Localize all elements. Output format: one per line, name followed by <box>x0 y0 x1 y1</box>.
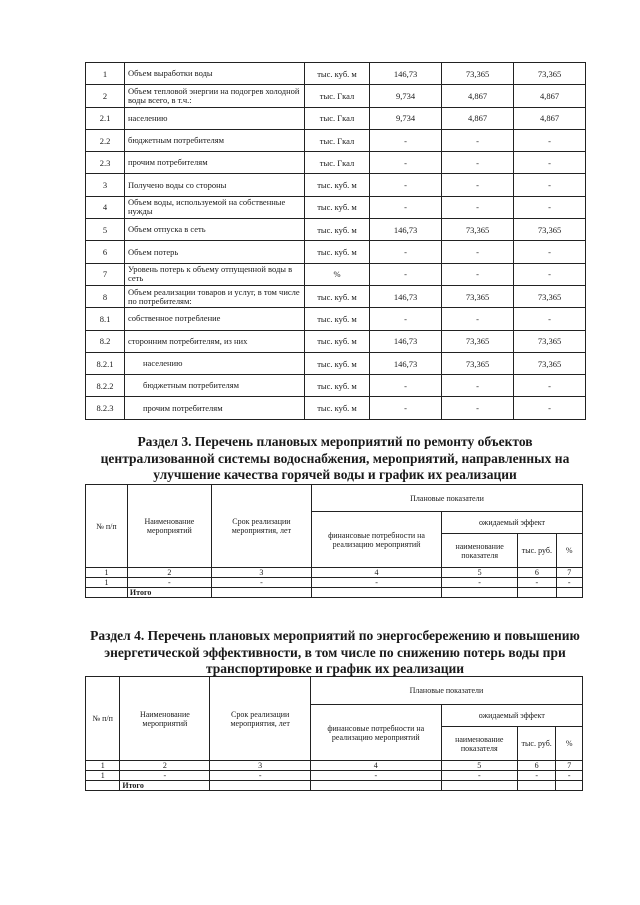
table-row <box>86 352 586 374</box>
numbering-row: 1 2 3 4 5 6 7 <box>86 761 583 771</box>
row-unit: тыс. Гкал <box>305 129 370 151</box>
row-unit: тыс. куб. м <box>305 196 370 218</box>
table-row <box>86 397 586 419</box>
row-value-3: - <box>514 263 586 285</box>
row-value-2: - <box>442 152 514 174</box>
row-value-1: - <box>370 397 442 419</box>
row-name: Получено воды со стороны <box>125 174 305 196</box>
row-value-1: 9,734 <box>370 85 442 107</box>
row-name: собственное потребление <box>125 308 305 330</box>
row-value-3: - <box>514 308 586 330</box>
row-number: 2.1 <box>86 107 125 129</box>
row-value-2: - <box>442 129 514 151</box>
row-value-1: 146,73 <box>370 63 442 85</box>
col-effect-header: ожидаемый эффект <box>441 705 582 727</box>
total-row <box>86 588 583 598</box>
row-value-2: - <box>442 308 514 330</box>
row-value-1: - <box>370 129 442 151</box>
section4-table <box>85 676 583 791</box>
row-value-1: 9,734 <box>370 107 442 129</box>
row-value-2: - <box>442 263 514 285</box>
row-value-3: - <box>514 375 586 397</box>
col-plan-header: Плановые показатели <box>310 677 582 705</box>
col-pct-header: % <box>556 534 583 568</box>
table-row <box>86 241 586 263</box>
row-value-1: - <box>370 308 442 330</box>
row-number: 2 <box>86 85 125 107</box>
table-row <box>86 285 586 307</box>
row-value-1: - <box>370 152 442 174</box>
row-number: 2.3 <box>86 152 125 174</box>
row-unit: тыс. Гкал <box>305 107 370 129</box>
col-term-header: Срок реализации мероприятия, лет <box>211 485 311 568</box>
table-row <box>86 308 586 330</box>
row-value-1: - <box>370 375 442 397</box>
row-value-3: - <box>514 241 586 263</box>
row-number: 3 <box>86 174 125 196</box>
row-value-2: 4,867 <box>442 85 514 107</box>
production-table <box>85 62 586 420</box>
row-value-3: - <box>514 196 586 218</box>
row-name: Объем отпуска в сеть <box>125 219 305 241</box>
col-ind-header: наименование показателя <box>442 534 518 568</box>
table-row <box>86 196 586 218</box>
row-name: населению <box>125 107 305 129</box>
row-value-3: 4,867 <box>514 85 586 107</box>
row-value-1: - <box>370 241 442 263</box>
row-unit: тыс. куб. м <box>305 330 370 352</box>
table-row: 1 - - - - - - <box>86 771 583 781</box>
col-num-header: № п/п <box>86 677 120 761</box>
row-name: прочим потребителям <box>125 152 305 174</box>
row-value-3: 73,365 <box>514 352 586 374</box>
row-name: Объем выработки воды <box>125 63 305 85</box>
col-name-header: Наименование мероприятий <box>127 485 211 568</box>
total-label: Итого <box>120 781 210 791</box>
row-value-2: 73,365 <box>442 285 514 307</box>
row-value-3: 73,365 <box>514 63 586 85</box>
col-ind-header: наименование показателя <box>441 727 517 761</box>
col-effect-header: ожидаемый эффект <box>442 512 583 534</box>
numbering-row: 1 2 3 4 5 6 7 <box>86 568 583 578</box>
table-row <box>86 152 586 174</box>
row-value-3: 73,365 <box>514 219 586 241</box>
row-value-2: - <box>442 397 514 419</box>
row-value-2: - <box>442 241 514 263</box>
row-name: сторонним потребителям, из них <box>125 330 305 352</box>
row-number: 7 <box>86 263 125 285</box>
row-unit: тыс. куб. м <box>305 352 370 374</box>
row-unit: % <box>305 263 370 285</box>
row-value-1: 146,73 <box>370 352 442 374</box>
row-number: 1 <box>86 63 125 85</box>
row-number: 8 <box>86 285 125 307</box>
table-row <box>86 263 586 285</box>
section3-title: Раздел 3. Перечень плановых мероприятий по ремонту объектов централизованной системы водоснабжения, мероприятий, направленных на улучшение качества горячей воды и график их реализации <box>100 434 570 482</box>
row-value-2: 73,365 <box>442 330 514 352</box>
row-name: Объем тепловой энергии на подогрев холодной воды всего, в т.ч.: <box>125 85 305 107</box>
row-unit: тыс. Гкал <box>305 152 370 174</box>
row-unit: тыс. куб. м <box>305 397 370 419</box>
row-value-3: - <box>514 174 586 196</box>
row-name: бюджетным потребителям <box>125 375 305 397</box>
row-value-2: 73,365 <box>442 63 514 85</box>
table-row: 1 - - - - - - <box>86 578 583 588</box>
row-value-3: - <box>514 129 586 151</box>
col-term-header: Срок реализации мероприятия, лет <box>210 677 311 761</box>
row-name: Уровень потерь к объему отпущенной воды в сеть <box>125 263 305 285</box>
row-number: 2.2 <box>86 129 125 151</box>
col-fin-header: финансовые потребности на реализацию мероприятий <box>312 512 442 568</box>
section4-title: Раздел 4. Перечень плановых мероприятий по энергосбережению и повышению энергетической эффективности, в том числе по снижению потерь воды при транспортировке и график их реализации <box>90 628 580 676</box>
row-name: Объем воды, используемой на собственные нужды <box>125 196 305 218</box>
table-row <box>86 174 586 196</box>
table-row <box>86 219 586 241</box>
table-row <box>86 85 586 107</box>
col-num-header: № п/п <box>86 485 128 568</box>
table-row <box>86 129 586 151</box>
col-name-header: Наименование мероприятий <box>120 677 210 761</box>
row-value-1: - <box>370 196 442 218</box>
table-row <box>86 330 586 352</box>
row-unit: тыс. Гкал <box>305 85 370 107</box>
row-value-1: - <box>370 263 442 285</box>
row-number: 8.1 <box>86 308 125 330</box>
row-name: населению <box>125 352 305 374</box>
row-value-2: 73,365 <box>442 219 514 241</box>
row-value-3: 73,365 <box>514 330 586 352</box>
row-name: Объем реализации товаров и услуг, в том числе по потребителям: <box>125 285 305 307</box>
row-value-3: 4,867 <box>514 107 586 129</box>
row-value-2: - <box>442 174 514 196</box>
row-value-1: - <box>370 174 442 196</box>
col-rub-header: тыс. руб. <box>518 534 556 568</box>
row-unit: тыс. куб. м <box>305 174 370 196</box>
row-number: 4 <box>86 196 125 218</box>
row-unit: тыс. куб. м <box>305 285 370 307</box>
row-value-2: - <box>442 375 514 397</box>
section3-table <box>85 484 583 598</box>
row-number: 8.2.2 <box>86 375 125 397</box>
row-unit: тыс. куб. м <box>305 308 370 330</box>
row-unit: тыс. куб. м <box>305 375 370 397</box>
total-row <box>86 781 583 791</box>
col-rub-header: тыс. руб. <box>517 727 555 761</box>
row-value-3: - <box>514 397 586 419</box>
col-pct-header: % <box>556 727 583 761</box>
row-unit: тыс. куб. м <box>305 241 370 263</box>
total-label: Итого <box>127 588 211 598</box>
row-number: 8.2.1 <box>86 352 125 374</box>
row-value-2: - <box>442 196 514 218</box>
row-number: 8.2.3 <box>86 397 125 419</box>
row-value-2: 73,365 <box>442 352 514 374</box>
row-number: 6 <box>86 241 125 263</box>
row-name: бюджетным потребителям <box>125 129 305 151</box>
row-number: 8.2 <box>86 330 125 352</box>
row-name: Объем потерь <box>125 241 305 263</box>
col-fin-header: финансовые потребности на реализацию мероприятий <box>310 705 441 761</box>
row-value-1: 146,73 <box>370 285 442 307</box>
row-value-1: 146,73 <box>370 219 442 241</box>
col-plan-header: Плановые показатели <box>312 485 583 512</box>
row-value-2: 4,867 <box>442 107 514 129</box>
table-row <box>86 107 586 129</box>
row-value-3: - <box>514 152 586 174</box>
row-unit: тыс. куб. м <box>305 63 370 85</box>
table-row <box>86 375 586 397</box>
row-name: прочим потребителям <box>125 397 305 419</box>
row-value-1: 146,73 <box>370 330 442 352</box>
row-number: 5 <box>86 219 125 241</box>
row-unit: тыс. куб. м <box>305 219 370 241</box>
row-value-3: 73,365 <box>514 285 586 307</box>
table-row <box>86 63 586 85</box>
